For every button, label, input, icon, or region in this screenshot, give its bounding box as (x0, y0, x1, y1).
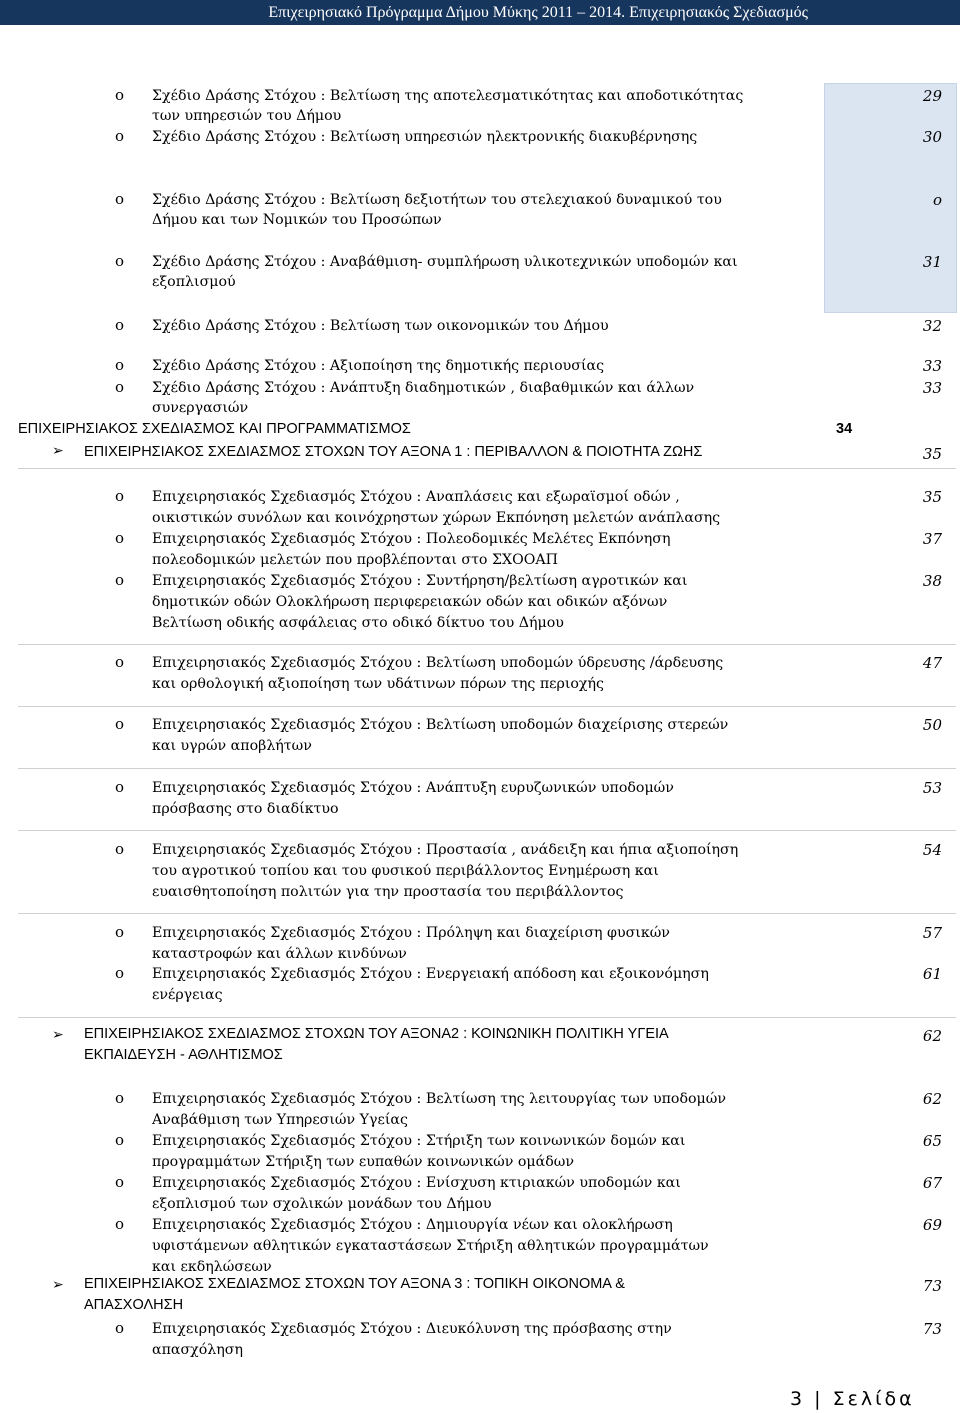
row-divider (18, 468, 956, 469)
axis3-heading: ΑΠΑΣΧΟΛΗΣΗ (84, 1297, 184, 1313)
list-bullet: o (115, 778, 125, 796)
toc-entry-line: Σχέδιο Δράσης Στόχου : Βελτίωση υπηρεσιών ηλεκτρονικής διακυβέρνησης (152, 129, 698, 145)
toc-entry-line: Επιχειρησιακός Σχεδιασμός Στόχου : Συντήρηση/βελτίωση αγροτικών και (152, 573, 688, 589)
list-bullet: o (115, 529, 125, 547)
page-footer (790, 1388, 915, 1410)
toc-page-number: 31 (922, 253, 942, 271)
list-bullet: o (115, 487, 125, 505)
list-bullet: o (115, 127, 125, 145)
toc-entry-line: Σχέδιο Δράσης Στόχου : Βελτίωση της αποτελεσματικότητας και αποδοτικότητας (152, 88, 744, 104)
toc-entry-line: Επιχειρησιακός Σχεδιασμός Στόχου : Ενίσχυση κτιριακών υποδομών και (152, 1175, 681, 1191)
list-bullet: o (115, 1173, 125, 1191)
toc-page-number: 33 (922, 357, 942, 375)
toc-entry-line: και υγρών αποβλήτων (152, 738, 312, 754)
arrow-icon: ➢ (52, 1277, 64, 1293)
toc-entry-line: απασχόληση (152, 1342, 243, 1358)
list-bullet: o (115, 571, 125, 589)
toc-page-number: o (932, 191, 942, 209)
toc-entry-line: Αναβάθμιση των Υπηρεσιών Υγείας (152, 1112, 408, 1128)
list-bullet: o (115, 378, 125, 396)
row-divider (18, 644, 956, 645)
toc-page-number: 62 (922, 1027, 942, 1045)
toc-page-number: 57 (922, 924, 942, 942)
list-bullet: o (115, 1319, 125, 1337)
toc-entry-line: Επιχειρησιακός Σχεδιασμός Στόχου : Διευκόλυνση της πρόσβασης στην (152, 1321, 672, 1337)
toc-entry-line: συνεργασιών (152, 400, 249, 416)
toc-page-number: 29 (922, 87, 942, 105)
toc-entry-line: Σχέδιο Δράσης Στόχου : Βελτίωση δεξιοτήτων του στελεχιακού δυναμικού του (152, 192, 722, 208)
toc-entry-line: Επιχειρησιακός Σχεδιασμός Στόχου : Βελτίωση της λειτουργίας των υποδομών (152, 1091, 726, 1107)
axis3-heading: ΕΠΙΧΕΙΡΗΣΙΑΚΟΣ ΣΧΕΔΙΑΣΜΟΣ ΣΤΟΧΩΝ ΤΟΥ ΑΞΟΝΑ 3 : ΤΟΠΙΚΗ ΟΙΚΟΝΟΜΑ & (84, 1276, 625, 1292)
toc-entry-line: Επιχειρησιακός Σχεδιασμός Στόχου : Βελτίωση υποδομών ύδρευσης /άρδευσης (152, 655, 724, 671)
list-bullet: o (115, 653, 125, 671)
toc-entry-line: ενέργειας (152, 987, 223, 1003)
toc-entry-line: και ορθολογική αξιοποίηση των υδάτινων πόρων της περιοχής (152, 676, 604, 692)
toc-entry-line: Επιχειρησιακός Σχεδιασμός Στόχου : Πρόληψη και διαχείριση φυσικών (152, 925, 670, 941)
toc-entry-line: Επιχειρησιακός Σχεδιασμός Στόχου : Στήριξη των κοινωνικών δομών και (152, 1133, 686, 1149)
axis2-heading: ΕΠΙΧΕΙΡΗΣΙΑΚΟΣ ΣΧΕΔΙΑΣΜΟΣ ΣΤΟΧΩΝ ΤΟΥ ΑΞΟΝΑ2 : ΚΟΙΝΩΝΙΚΗ ΠΟΛΙΤΙΚΗ ΥΓΕΙΑ (84, 1026, 669, 1042)
toc-entry-line: πολεοδομικών μελετών που προβλέπονται στο ΣΧΟΟΑΠ (152, 552, 558, 568)
toc-page-number: 61 (922, 965, 942, 983)
list-bullet: o (115, 86, 125, 104)
toc-entry-line: υφιστάμενων αθλητικών εγκαταστάσεων Στήριξη αθλητικών προγραμμάτων (152, 1238, 709, 1254)
list-bullet: o (115, 1089, 125, 1107)
axis1-heading: ΕΠΙΧΕΙΡΗΣΙΑΚΟΣ ΣΧΕΔΙΑΣΜΟΣ ΣΤΟΧΩΝ ΤΟΥ ΑΞΟΝΑ 1 : ΠΕΡΙΒΑΛΛΟΝ & ΠΟΙΟΤΗΤΑ ΖΩΗΣ (84, 444, 703, 460)
toc-page-number: 38 (922, 572, 942, 590)
list-bullet: o (115, 840, 125, 858)
toc-entry-line: Επιχειρησιακός Σχεδιασμός Στόχου : Αναπλάσεις και εξωραϊσμοί οδών , (152, 489, 680, 505)
toc-entry-line: Επιχειρησιακός Σχεδιασμός Στόχου : Ενεργειακή απόδοση και εξοικονόμηση (152, 966, 709, 982)
list-bullet: o (115, 715, 125, 733)
toc-entry-line: πρόσβασης στο διαδίκτυο (152, 801, 339, 817)
toc-page-number: 50 (922, 716, 942, 734)
arrow-icon: ➢ (52, 443, 64, 459)
toc-page-number: 30 (922, 128, 942, 146)
document-header: Επιχειρησιακό Πρόγραμμα Δήμου Μύκης 2011 – 2014. Επιχειρησιακός Σχεδιασμός (0, 0, 960, 25)
toc-entry-line: Σχέδιο Δράσης Στόχου : Αξιοποίηση της δημοτικής περιουσίας (152, 358, 605, 374)
toc-entry-line: του αγροτικού τοπίου και του φυσικού περιβάλλοντος Ενημέρωση και (152, 863, 659, 879)
toc-entry-line: Επιχειρησιακός Σχεδιασμός Στόχου : Προστασία , ανάδειξη και ήπια αξιοποίηση (152, 842, 739, 858)
toc-entry-line: Επιχειρησιακός Σχεδιασμός Στόχου : Πολεοδομικές Μελέτες Εκπόνηση (152, 531, 671, 547)
toc-entry-line: Επιχειρησιακός Σχεδιασμός Στόχου : Δημιουργία νέων και ολοκλήρωση (152, 1217, 673, 1233)
toc-entry-line: προγραμμάτων Στήριξη των ευπαθών κοινωνικών ομάδων (152, 1154, 574, 1170)
footer-separator: | (814, 1388, 824, 1410)
toc-page-number: 35 (922, 445, 942, 463)
toc-entry-line: Επιχειρησιακός Σχεδιασμός Στόχου : Βελτίωση υποδομών διαχείρισης στερεών (152, 717, 729, 733)
toc-entry-line: Επιχειρησιακός Σχεδιασμός Στόχου : Ανάπτυξη ευρυζωνικών υποδομών (152, 780, 674, 796)
toc-page-number: 33 (922, 379, 942, 397)
row-divider (18, 830, 956, 831)
toc-entry-line: Βελτίωση οδικής ασφάλειας στο οδικό δίκτυο του Δήμου (152, 615, 564, 631)
row-divider (18, 706, 956, 707)
toc-entry-line: των υπηρεσιών του Δήμου (152, 108, 342, 124)
toc-entry-line: εξοπλισμού (152, 274, 236, 290)
toc-entry-line: Σχέδιο Δράσης Στόχου : Αναβάθμιση- συμπλήρωση υλικοτεχνικών υποδομών και (152, 254, 738, 270)
list-bullet: o (115, 1215, 125, 1233)
toc-page-number: 32 (922, 317, 942, 335)
list-bullet: o (115, 190, 125, 208)
toc-page-number: 47 (922, 654, 942, 672)
toc-page-number: 65 (922, 1132, 942, 1150)
arrow-icon: ➢ (52, 1027, 64, 1043)
toc-entry-line: Δήμου και των Νομικών του Προσώπων (152, 212, 442, 228)
list-bullet: o (115, 356, 125, 374)
row-divider (18, 768, 956, 769)
list-bullet: o (115, 964, 125, 982)
toc-entry-line: Σχέδιο Δράσης Στόχου : Βελτίωση των οικονομικών του Δήμου (152, 318, 609, 334)
list-bullet: o (115, 252, 125, 270)
footer-page-number: 3 (790, 1388, 806, 1410)
list-bullet: o (115, 316, 125, 334)
toc-entry-line: δημοτικών οδών Ολοκλήρωση περιφερειακών οδών και οδικών αξόνων (152, 594, 668, 610)
toc-entry-line: οικιστικών συνόλων και κοινόχρηστων χώρων Εκπόνηση μελετών ανάπλασης (152, 510, 721, 526)
row-divider (18, 1017, 956, 1018)
toc-page-number: 69 (922, 1216, 942, 1234)
row-divider (18, 913, 956, 914)
toc-page-number: 73 (922, 1320, 942, 1338)
axis2-heading: ΕΚΠΑΙΔΕΥΣΗ - ΑΘΛΗΤΙΣΜΟΣ (84, 1047, 283, 1063)
list-bullet: o (115, 923, 125, 941)
toc-page-number: 35 (922, 488, 942, 506)
footer-label: Σελίδα (832, 1388, 915, 1410)
toc-page-number: 62 (922, 1090, 942, 1108)
section-heading: ΕΠΙΧΕΙΡΗΣΙΑΚΟΣ ΣΧΕΔΙΑΣΜΟΣ ΚΑΙ ΠΡΟΓΡΑΜΜΑΤΙΣΜΟΣ (18, 421, 411, 437)
toc-page-number: 67 (922, 1174, 942, 1192)
toc-entry-line: Σχέδιο Δράσης Στόχου : Ανάπτυξη διαδημοτικών , διαβαθμικών και άλλων (152, 380, 695, 396)
toc-page-number: 37 (922, 530, 942, 548)
toc-page-number: 73 (922, 1277, 942, 1295)
toc-entry-line: καταστροφών και άλλων κινδύνων (152, 946, 407, 962)
toc-entry-line: ευαισθητοποίηση πολιτών για την προστασία του περιβάλλοντος (152, 884, 624, 900)
toc-page-number: 53 (922, 779, 942, 797)
toc-entry-line: και εκδηλώσεων (152, 1259, 272, 1275)
section-page-number: 34 (836, 421, 853, 437)
toc-page-number: 54 (922, 841, 942, 859)
list-bullet: o (115, 1131, 125, 1149)
toc-entry-line: εξοπλισμού των σχολικών μονάδων του Δήμου (152, 1196, 492, 1212)
